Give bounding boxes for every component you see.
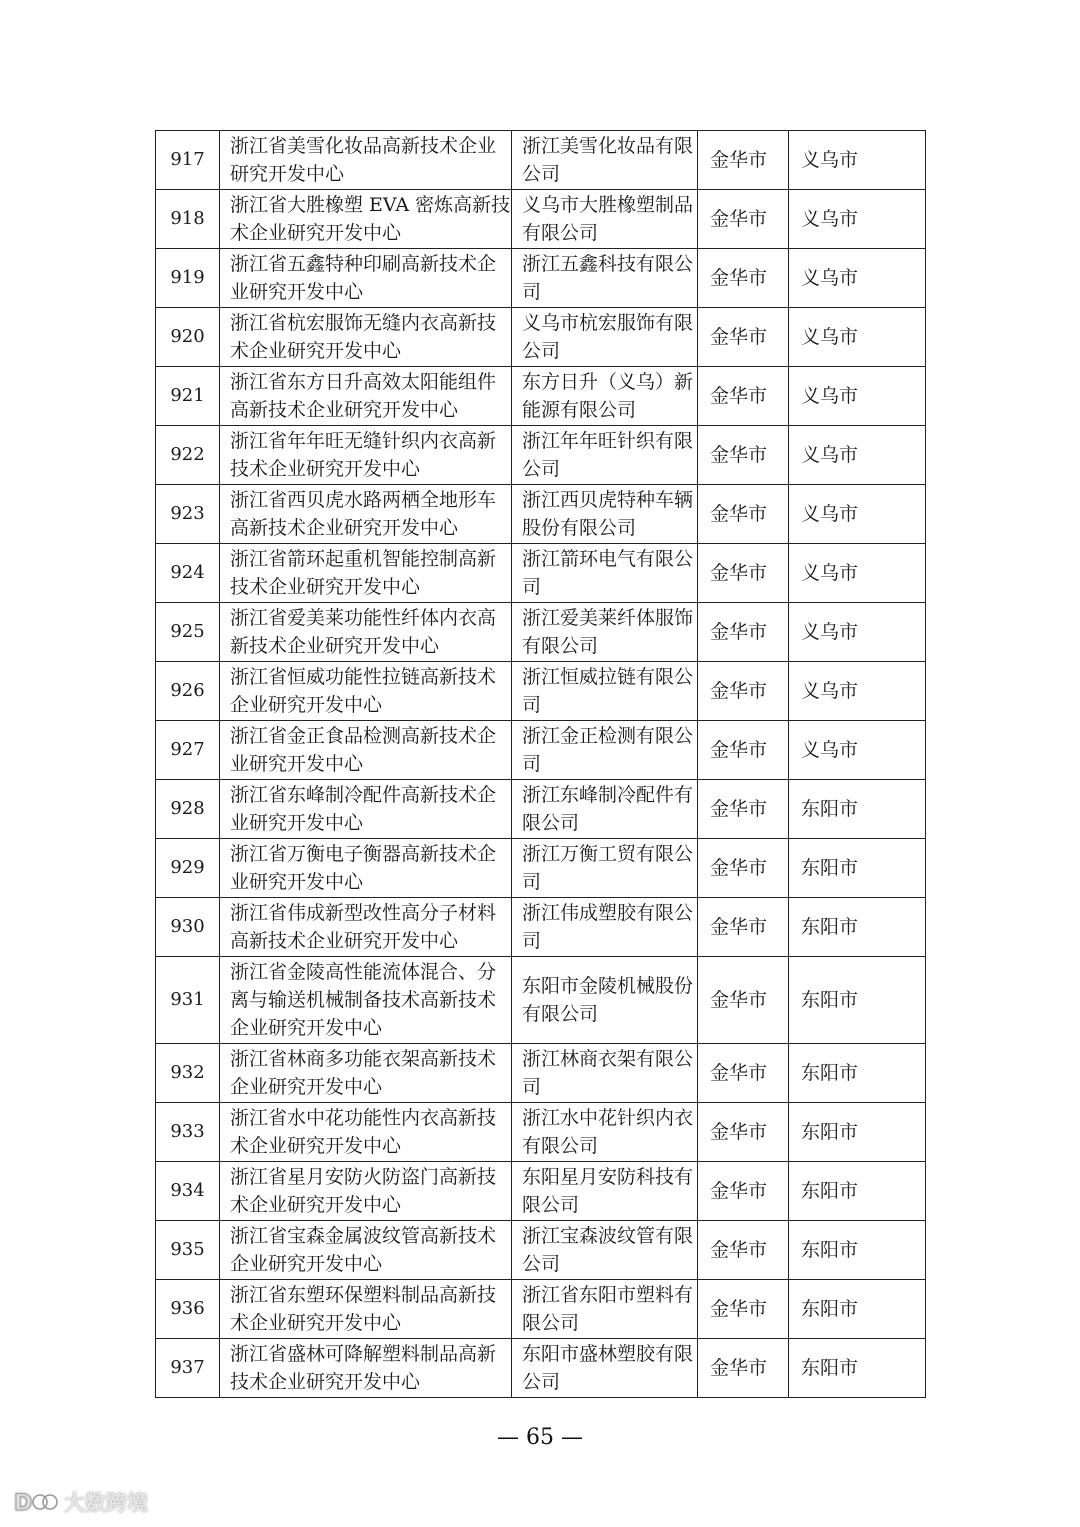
center-list-table xyxy=(155,130,926,1398)
row-number: 920 xyxy=(156,308,220,367)
table-row xyxy=(156,544,926,603)
county-name: 东阳市 xyxy=(789,1221,926,1280)
center-name: 浙江省美雪化妆品高新技术企业研究开发中心 xyxy=(220,131,512,190)
table-row xyxy=(156,1280,926,1339)
city-name: 金华市 xyxy=(698,780,789,839)
watermark-logo-icon xyxy=(14,1489,58,1515)
table-row xyxy=(156,131,926,190)
table-row xyxy=(156,1221,926,1280)
county-name: 东阳市 xyxy=(789,1280,926,1339)
center-name: 浙江省伟成新型改性高分子材料高新技术企业研究开发中心 xyxy=(220,898,512,957)
table-row xyxy=(156,662,926,721)
city-name: 金华市 xyxy=(698,1339,789,1398)
row-number: 931 xyxy=(156,957,220,1044)
company-name: 东阳市金陵机械股份有限公司 xyxy=(512,957,698,1044)
county-name: 义乌市 xyxy=(789,249,926,308)
table-row xyxy=(156,485,926,544)
company-name: 浙江爱美莱纤体服饰有限公司 xyxy=(512,603,698,662)
company-name: 浙江伟成塑胶有限公司 xyxy=(512,898,698,957)
table-row xyxy=(156,367,926,426)
county-name: 义乌市 xyxy=(789,308,926,367)
table-row xyxy=(156,1162,926,1221)
county-name: 义乌市 xyxy=(789,662,926,721)
company-name: 浙江宝森波纹管有限公司 xyxy=(512,1221,698,1280)
row-number: 933 xyxy=(156,1103,220,1162)
city-name: 金华市 xyxy=(698,721,789,780)
company-name: 浙江年年旺针织有限公司 xyxy=(512,426,698,485)
table-row xyxy=(156,721,926,780)
county-name: 义乌市 xyxy=(789,190,926,249)
county-name: 义乌市 xyxy=(789,485,926,544)
company-name: 浙江美雪化妆品有限公司 xyxy=(512,131,698,190)
city-name: 金华市 xyxy=(698,367,789,426)
city-name: 金华市 xyxy=(698,1221,789,1280)
company-name: 浙江箭环电气有限公司 xyxy=(512,544,698,603)
city-name: 金华市 xyxy=(698,662,789,721)
row-number: 924 xyxy=(156,544,220,603)
svg-text:D: D xyxy=(14,1491,33,1515)
table-row xyxy=(156,603,926,662)
row-number: 918 xyxy=(156,190,220,249)
city-name: 金华市 xyxy=(698,603,789,662)
city-name: 金华市 xyxy=(698,249,789,308)
county-name: 东阳市 xyxy=(789,839,926,898)
row-number: 925 xyxy=(156,603,220,662)
company-name: 义乌市杭宏服饰有限公司 xyxy=(512,308,698,367)
city-name: 金华市 xyxy=(698,131,789,190)
page-number: — 65 — xyxy=(497,1425,583,1450)
company-name: 浙江省东阳市塑料有限公司 xyxy=(512,1280,698,1339)
table-row xyxy=(156,839,926,898)
company-name: 浙江金正检测有限公司 xyxy=(512,721,698,780)
company-name: 东方日升（义乌）新能源有限公司 xyxy=(512,367,698,426)
center-name: 浙江省万衡电子衡器高新技术企业研究开发中心 xyxy=(220,839,512,898)
company-name: 东阳市盛林塑胶有限公司 xyxy=(512,1339,698,1398)
county-name: 义乌市 xyxy=(789,721,926,780)
row-number: 927 xyxy=(156,721,220,780)
row-number: 930 xyxy=(156,898,220,957)
county-name: 东阳市 xyxy=(789,1339,926,1398)
county-name: 东阳市 xyxy=(789,1044,926,1103)
city-name: 金华市 xyxy=(698,544,789,603)
city-name: 金华市 xyxy=(698,1280,789,1339)
row-number: 935 xyxy=(156,1221,220,1280)
row-number: 917 xyxy=(156,131,220,190)
company-name: 东阳星月安防科技有限公司 xyxy=(512,1162,698,1221)
company-name: 浙江西贝虎特种车辆股份有限公司 xyxy=(512,485,698,544)
table-row xyxy=(156,308,926,367)
company-name: 浙江恒威拉链有限公司 xyxy=(512,662,698,721)
table-row xyxy=(156,957,926,1044)
county-name: 义乌市 xyxy=(789,131,926,190)
table-row xyxy=(156,190,926,249)
center-name: 浙江省东方日升高效太阳能组件高新技术企业研究开发中心 xyxy=(220,367,512,426)
row-number: 926 xyxy=(156,662,220,721)
company-name: 浙江东峰制冷配件有限公司 xyxy=(512,780,698,839)
table-row xyxy=(156,426,926,485)
county-name: 东阳市 xyxy=(789,898,926,957)
watermark xyxy=(14,1487,148,1517)
center-name: 浙江省箭环起重机智能控制高新技术企业研究开发中心 xyxy=(220,544,512,603)
row-number: 936 xyxy=(156,1280,220,1339)
county-name: 义乌市 xyxy=(789,603,926,662)
center-name: 浙江省年年旺无缝针织内衣高新技术企业研究开发中心 xyxy=(220,426,512,485)
row-number: 922 xyxy=(156,426,220,485)
center-name: 浙江省星月安防火防盗门高新技术企业研究开发中心 xyxy=(220,1162,512,1221)
county-name: 义乌市 xyxy=(789,367,926,426)
city-name: 金华市 xyxy=(698,1103,789,1162)
company-name: 浙江水中花针织内衣有限公司 xyxy=(512,1103,698,1162)
row-number: 934 xyxy=(156,1162,220,1221)
row-number: 923 xyxy=(156,485,220,544)
row-number: 921 xyxy=(156,367,220,426)
city-name: 金华市 xyxy=(698,839,789,898)
county-name: 东阳市 xyxy=(789,1162,926,1221)
table-body xyxy=(156,131,926,1398)
center-name: 浙江省林商多功能衣架高新技术企业研究开发中心 xyxy=(220,1044,512,1103)
city-name: 金华市 xyxy=(698,308,789,367)
county-name: 东阳市 xyxy=(789,1103,926,1162)
center-name: 浙江省西贝虎水路两栖全地形车高新技术企业研究开发中心 xyxy=(220,485,512,544)
company-name: 浙江林商衣架有限公司 xyxy=(512,1044,698,1103)
city-name: 金华市 xyxy=(698,898,789,957)
table-row xyxy=(156,249,926,308)
row-number: 919 xyxy=(156,249,220,308)
county-name: 东阳市 xyxy=(789,957,926,1044)
city-name: 金华市 xyxy=(698,1044,789,1103)
county-name: 义乌市 xyxy=(789,544,926,603)
center-name: 浙江省盛林可降解塑料制品高新技术企业研究开发中心 xyxy=(220,1339,512,1398)
company-name: 浙江万衡工贸有限公司 xyxy=(512,839,698,898)
county-name: 义乌市 xyxy=(789,426,926,485)
company-name: 浙江五鑫科技有限公司 xyxy=(512,249,698,308)
table-row xyxy=(156,780,926,839)
table-row xyxy=(156,1103,926,1162)
row-number: 929 xyxy=(156,839,220,898)
center-name: 浙江省东塑环保塑料制品高新技术企业研究开发中心 xyxy=(220,1280,512,1339)
city-name: 金华市 xyxy=(698,426,789,485)
company-name: 义乌市大胜橡塑制品有限公司 xyxy=(512,190,698,249)
city-name: 金华市 xyxy=(698,957,789,1044)
city-name: 金华市 xyxy=(698,1162,789,1221)
center-name: 浙江省水中花功能性内衣高新技术企业研究开发中心 xyxy=(220,1103,512,1162)
center-name: 浙江省爱美莱功能性纤体内衣高新技术企业研究开发中心 xyxy=(220,603,512,662)
table-row xyxy=(156,898,926,957)
center-name: 浙江省宝森金属波纹管高新技术企业研究开发中心 xyxy=(220,1221,512,1280)
county-name: 东阳市 xyxy=(789,780,926,839)
center-name: 浙江省恒威功能性拉链高新技术企业研究开发中心 xyxy=(220,662,512,721)
city-name: 金华市 xyxy=(698,190,789,249)
center-name: 浙江省东峰制冷配件高新技术企业研究开发中心 xyxy=(220,780,512,839)
row-number: 937 xyxy=(156,1339,220,1398)
table-row xyxy=(156,1044,926,1103)
center-name: 浙江省大胜橡塑 EVA 密炼高新技术企业研究开发中心 xyxy=(220,190,512,249)
center-name: 浙江省金陵高性能流体混合、分离与输送机械制备技术高新技术企业研究开发中心 xyxy=(220,957,512,1044)
watermark-text: 大数跨境 xyxy=(64,1491,148,1515)
row-number: 932 xyxy=(156,1044,220,1103)
row-number: 928 xyxy=(156,780,220,839)
city-name: 金华市 xyxy=(698,485,789,544)
center-name: 浙江省金正食品检测高新技术企业研究开发中心 xyxy=(220,721,512,780)
table-row xyxy=(156,1339,926,1398)
center-name: 浙江省杭宏服饰无缝内衣高新技术企业研究开发中心 xyxy=(220,308,512,367)
center-name: 浙江省五鑫特种印刷高新技术企业研究开发中心 xyxy=(220,249,512,308)
